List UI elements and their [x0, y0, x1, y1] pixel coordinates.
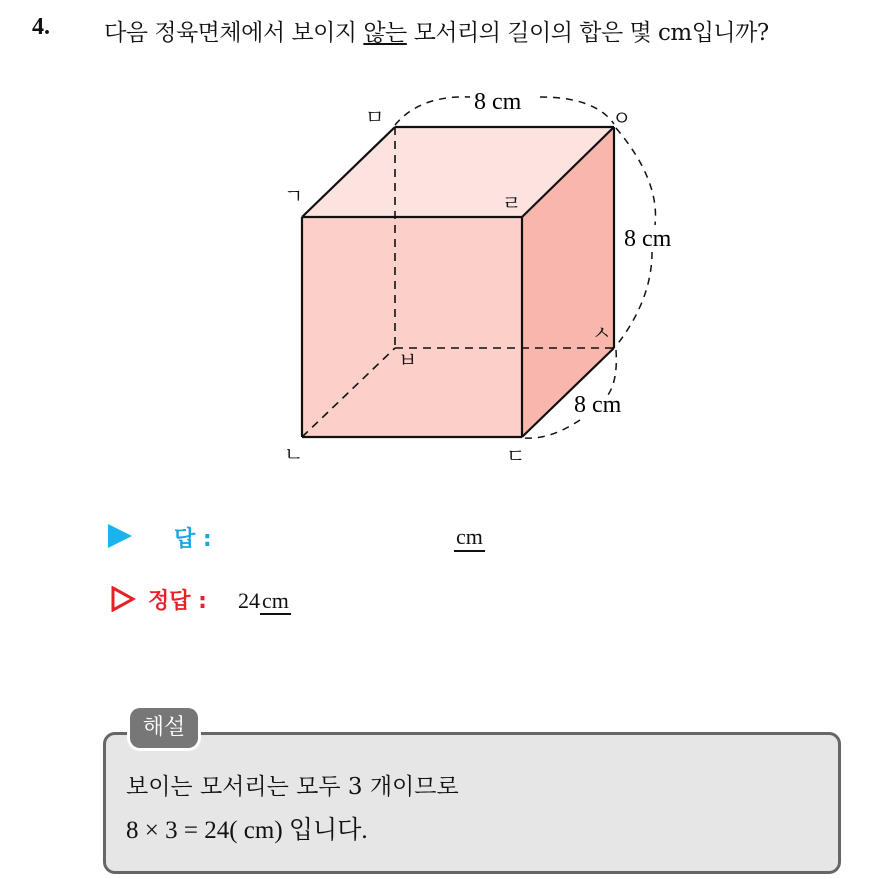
vertex-label-g: ㄱ: [284, 184, 304, 208]
explanation-tab: 해설: [130, 708, 198, 748]
vertex-label-s: ㅅ: [592, 321, 612, 345]
dimension-depth-label: 8 cm: [574, 392, 622, 418]
question-text-part1: 다음 정육면체에서 보이지: [104, 20, 364, 46]
solution-unit: cm: [262, 588, 289, 613]
vertex-label-m: ㅁ: [365, 105, 385, 129]
play-triangle-icon: [108, 524, 132, 548]
answer-label: 답 :: [174, 527, 212, 552]
vertex-label-n: ㄴ: [284, 442, 304, 466]
outline-triangle-icon: [110, 586, 136, 612]
dimension-right-label: 8 cm: [624, 226, 672, 252]
vertex-label-b: ㅂ: [398, 348, 418, 372]
solution-value: [238, 588, 291, 614]
explanation-line-2: 8 × 3 = 24( cm) 입니다.: [126, 817, 368, 844]
dimension-top-label: 8 cm: [474, 89, 522, 115]
question-text-underlined: 않는: [363, 20, 407, 46]
explanation-line-1: 보이는 모서리는 모두 3 개이므로: [126, 774, 459, 800]
vertex-label-r: ㄹ: [502, 191, 522, 215]
question-text-part2: 모서리의 길이의 합은 몇 cm입니까?: [406, 20, 769, 46]
solution-label: 정답 :: [148, 589, 207, 614]
question-number: 4.: [32, 14, 50, 40]
solution-row: [108, 582, 608, 616]
vertex-label-o: ㅇ: [612, 106, 632, 130]
cube-front-face: [302, 217, 522, 437]
answer-input-unit[interactable]: cm: [454, 524, 485, 552]
explanation-box: [103, 732, 841, 874]
vertex-label-d: ㄷ: [506, 444, 526, 468]
solution-number: 24: [238, 588, 260, 613]
answer-row: [108, 520, 608, 554]
